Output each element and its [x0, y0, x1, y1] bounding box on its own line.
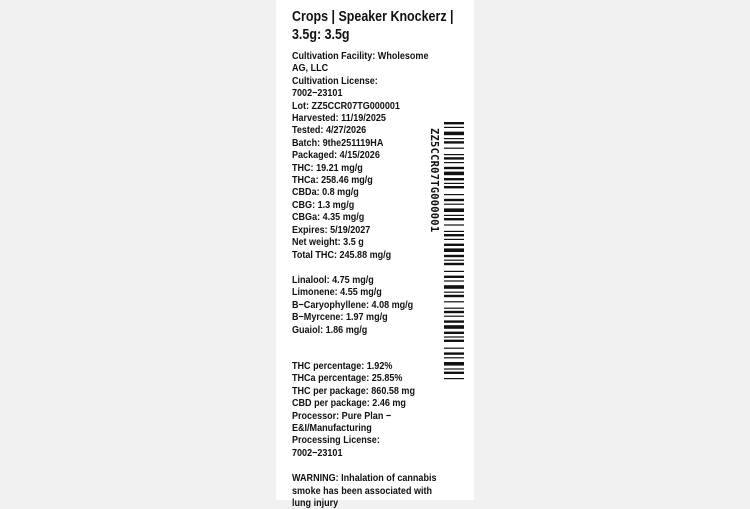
- batch-number: Batch: 9the251119HA: [292, 136, 384, 149]
- thc-per-package: THC per package: 860.58 mg: [292, 384, 415, 397]
- processor: Processor: Pure Plan − E&I/Manufacturing: [292, 409, 392, 434]
- warning-text: WARNING: Inhalation of cannabis smoke has been associated with lung injury: [292, 472, 437, 509]
- total-thc: Total THC: 245.88 mg/g: [292, 248, 392, 261]
- product-title: Crops | Speaker Knockerz | 3.5g: 3.5g: [292, 9, 454, 43]
- barcode-number: ZZ5CCR07TG000001: [428, 128, 440, 233]
- label-content: [292, 8, 454, 509]
- packaged-date: Packaged: 4/15/2026: [292, 149, 380, 162]
- thca-value: THCa: 258.46 mg/g: [292, 174, 373, 187]
- processing-license-label: Processing License:: [292, 434, 380, 447]
- cultivation-license-label: Cultivation License:: [292, 74, 378, 87]
- harvested-date: Harvested: 11/19/2025: [292, 112, 386, 125]
- cbga-value: CBGa: 4.35 mg/g: [292, 211, 365, 224]
- terpene-item: Limonene: 4.55 mg/g: [292, 286, 382, 299]
- net-weight: Net weight: 3.5 g: [292, 236, 364, 249]
- spacer: [292, 261, 436, 274]
- product-info: [292, 50, 436, 509]
- thc-percentage: THC percentage: 1.92%: [292, 359, 393, 372]
- terpene-item: Linalool: 4.75 mg/g: [292, 273, 374, 286]
- processing-license-value: 7002−23101: [292, 446, 343, 459]
- terpene-item: B−Caryophyllene: 4.08 mg/g: [292, 298, 414, 311]
- lot-number: Lot: ZZ5CCR07TG000001: [292, 99, 400, 112]
- product-label: [276, 0, 474, 509]
- cbd-per-package: CBD per package: 2.46 mg: [292, 397, 406, 410]
- tested-date: Tested: 4/27/2026: [292, 124, 367, 137]
- spacer: [292, 459, 436, 472]
- expires-date: Expires: 5/19/2027: [292, 223, 371, 236]
- cbg-value: CBG: 1.3 mg/g: [292, 198, 355, 211]
- barcode: [444, 122, 464, 384]
- cultivation-facility: Cultivation Facility: Wholesome AG, LLC: [292, 50, 429, 75]
- spacer: [292, 336, 436, 360]
- cultivation-license-value: 7002−23101: [292, 87, 343, 100]
- thca-percentage: THCa percentage: 25.85%: [292, 372, 403, 385]
- terpene-item: B−Myrcene: 1.97 mg/g: [292, 311, 388, 324]
- thc-value: THC: 19.21 mg/g: [292, 161, 363, 174]
- terpene-item: Guaiol: 1.86 mg/g: [292, 323, 368, 336]
- cbda-value: CBDa: 0.8 mg/g: [292, 186, 359, 199]
